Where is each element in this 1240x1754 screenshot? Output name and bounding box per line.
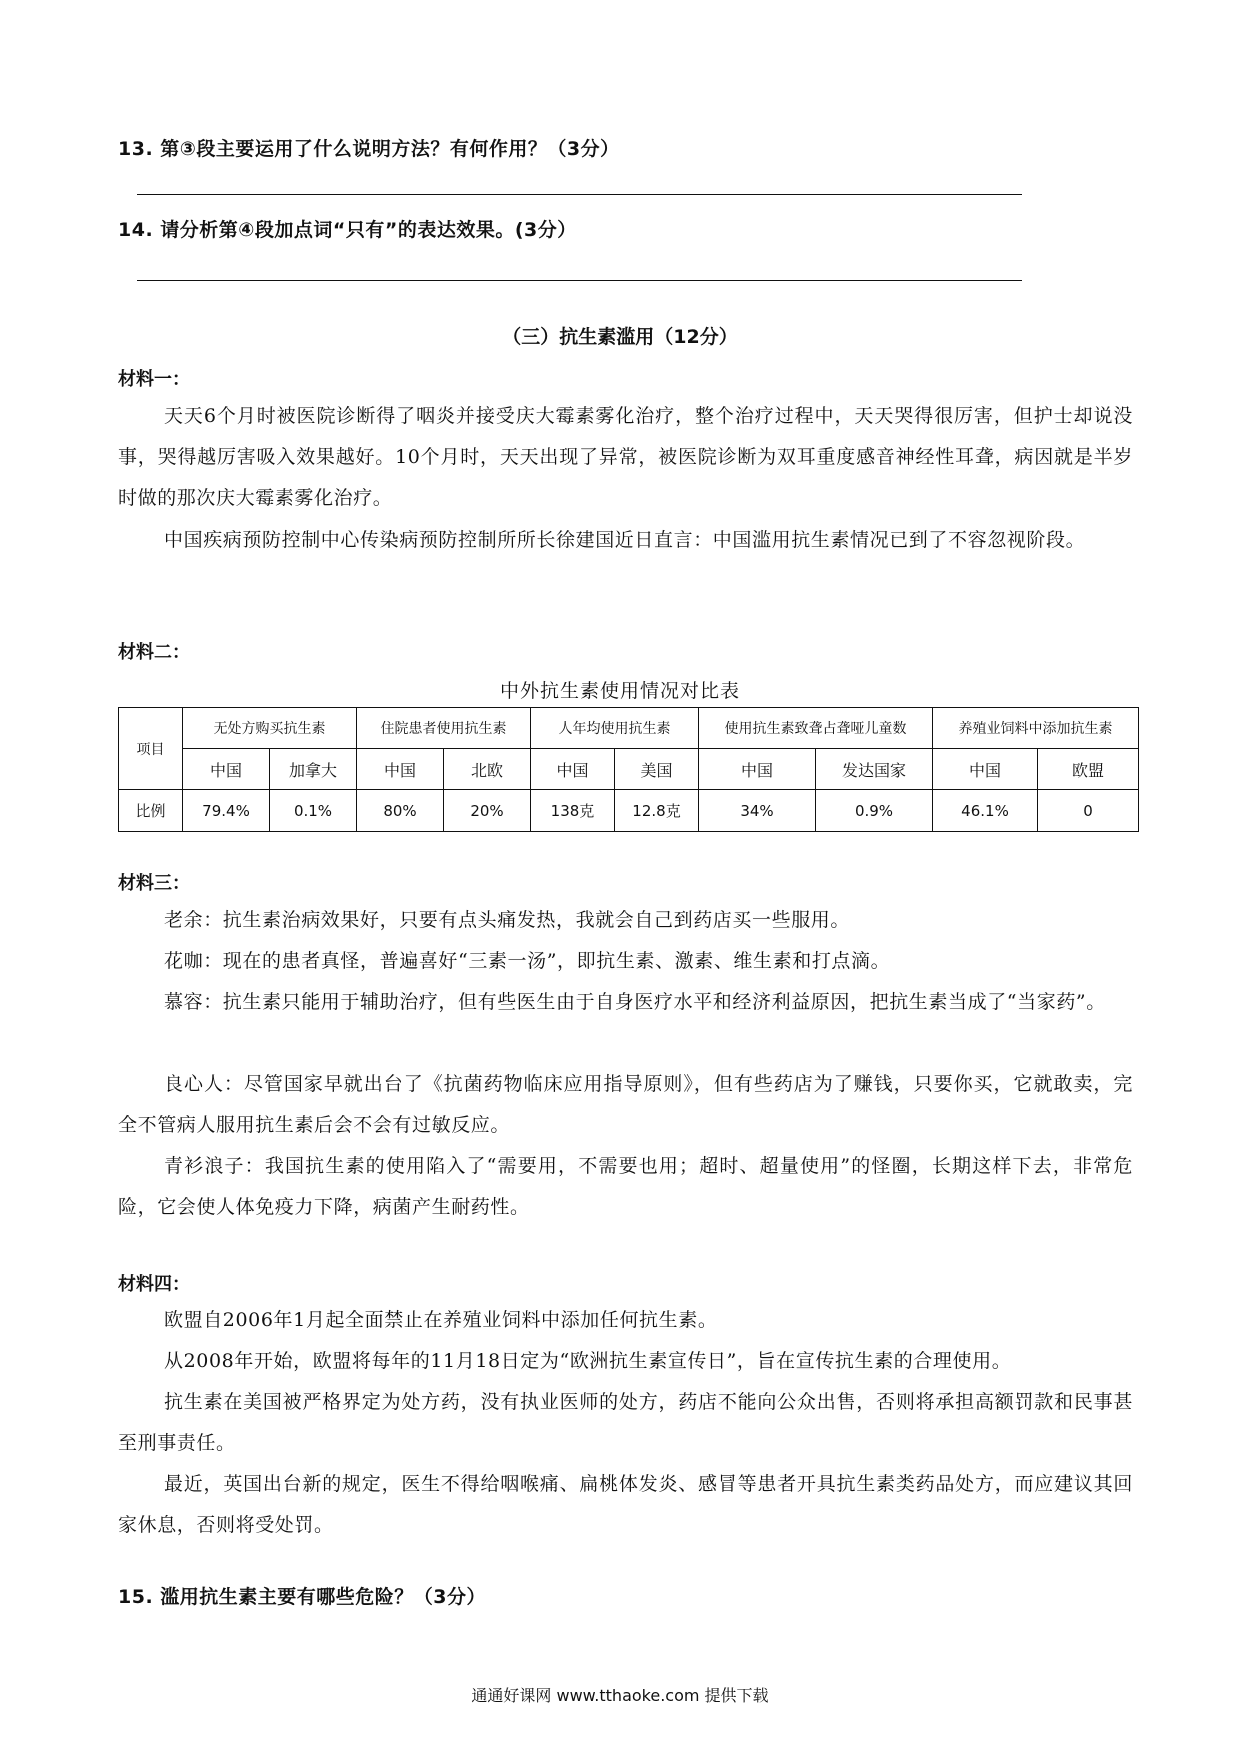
comparison-table (118, 707, 1139, 832)
question-14: 14. 请分析第④段加点词“只有”的表达效果。(3分） (118, 219, 577, 241)
subheader-cell: 中国 (699, 749, 816, 790)
subheader-cell: 中国 (357, 749, 444, 790)
subheader-cell: 中国 (933, 749, 1038, 790)
subheader-cell: 中国 (531, 749, 615, 790)
group-header: 住院患者使用抗生素 (357, 708, 531, 749)
material-1-label: 材料一： (118, 369, 190, 390)
material-3-paragraph-4: 良心人：尽管国家早就出台了《抗菌药物临床应用指导原则》，但有些药店为了赚钱，只要你买，它就敢卖，完全不管病人服用抗生素后会不会有过敏反应。 (118, 1073, 1133, 1136)
material-3-paragraph-5: 青衫浪子：我国抗生素的使用陷入了“需要用，不需要也用；超时、超量使用”的怪圈，长期这样下去，非常危险，它会使人体免疫力下降，病菌产生耐药性。 (118, 1155, 1133, 1218)
value-cell: 79.4% (183, 790, 270, 832)
subheader-cell: 加拿大 (270, 749, 357, 790)
group-header: 养殖业饲料中添加抗生素 (933, 708, 1139, 749)
table-row (119, 790, 1139, 832)
value-cell: 12.8克 (615, 790, 699, 832)
material-1-paragraph-2: 中国疾病预防控制中心传染病预防控制所所长徐建国近日直言：中国滥用抗生素情况已到了不容忽视阶段。 (164, 529, 1086, 551)
value-cell: 80% (357, 790, 444, 832)
item-header: 项目 (119, 708, 183, 790)
subheader-cell: 中国 (183, 749, 270, 790)
value-cell: 34% (699, 790, 816, 832)
value-cell: 0 (1038, 790, 1139, 832)
material-3-paragraph-1: 老余：抗生素治病效果好，只要有点头痛发热，我就会自己到药店买一些服用。 (164, 909, 851, 931)
subheader-cell: 发达国家 (816, 749, 933, 790)
section-title: （三）抗生素滥用（12分） (502, 326, 738, 348)
material-2-label: 材料二： (118, 642, 190, 663)
value-cell: 138克 (531, 790, 615, 832)
value-cell: 0.1% (270, 790, 357, 832)
table-caption: 中外抗生素使用情况对比表 (499, 680, 740, 702)
question-15: 15. 滥用抗生素主要有哪些危险？（3分） (118, 1586, 486, 1608)
answer-line-14 (137, 280, 1022, 281)
ratio-header: 比例 (119, 790, 183, 832)
group-header: 使用抗生素致聋占聋哑儿童数 (699, 708, 933, 749)
material-1-paragraph-1: 天天6个月时被医院诊断得了咽炎并接受庆大霉素雾化治疗，整个治疗过程中，天天哭得很厉害，但护士却说没事，哭得越厉害吸入效果越好。10个月时，天天出现了异常，被医院诊断为双耳重度感音神经性耳聋，病因就是半岁时做的那次庆大霉素雾化治疗。 (118, 405, 1133, 509)
group-header: 无处方购买抗生素 (183, 708, 357, 749)
material-4-paragraph-1: 欧盟自2006年1月起全面禁止在养殖业饲料中添加任何抗生素。 (164, 1309, 718, 1331)
table-subheader-row (119, 749, 1139, 790)
material-3-paragraph-3: 慕容：抗生素只能用于辅助治疗，但有些医生由于自身医疗水平和经济利益原因，把抗生素当成了“当家药”。 (164, 991, 1106, 1013)
value-cell: 46.1% (933, 790, 1038, 832)
material-4-label: 材料四： (118, 1274, 190, 1295)
group-header: 人年均使用抗生素 (531, 708, 699, 749)
material-3-paragraph-2: 花咖：现在的患者真怪，普遍喜好“三素一汤”，即抗生素、激素、维生素和打点滴。 (164, 950, 891, 972)
footer-source: 通通好课网 www.tthaoke.com 提供下载 (471, 1686, 769, 1705)
subheader-cell: 欧盟 (1038, 749, 1139, 790)
material-4-paragraph-3: 抗生素在美国被严格界定为处方药，没有执业医师的处方，药店不能向公众出售，否则将承担高额罚款和民事甚至刑事责任。 (118, 1391, 1133, 1454)
subheader-cell: 北欧 (444, 749, 531, 790)
question-13: 13. 第③段主要运用了什么说明方法？有何作用？（3分） (118, 138, 620, 160)
material-3-label: 材料三： (118, 873, 190, 894)
subheader-cell: 美国 (615, 749, 699, 790)
value-cell: 0.9% (816, 790, 933, 832)
value-cell: 20% (444, 790, 531, 832)
material-4-paragraph-4: 最近，英国出台新的规定，医生不得给咽喉痛、扁桃体发炎、感冒等患者开具抗生素类药品处方，而应建议其回家休息，否则将受处罚。 (118, 1473, 1133, 1536)
answer-line-13 (137, 194, 1022, 195)
material-4-paragraph-2: 从2008年开始，欧盟将每年的11月18日定为“欧洲抗生素宣传日”，旨在宣传抗生素的合理使用。 (164, 1350, 1012, 1372)
table-header-row (119, 708, 1139, 749)
